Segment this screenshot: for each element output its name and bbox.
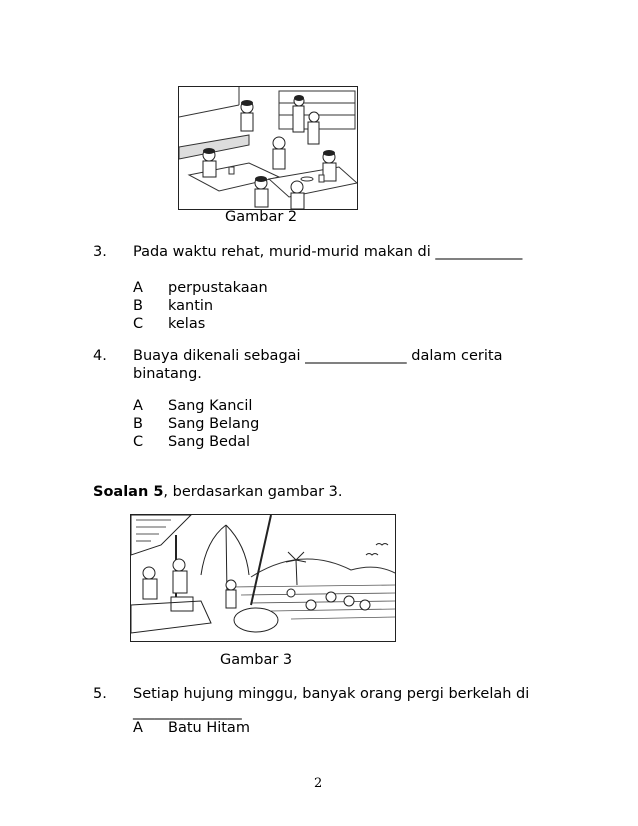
question-4-option-c-text: Sang Bedal xyxy=(168,434,251,450)
question-4-option-a-letter: A xyxy=(133,398,143,414)
question-3-number: 3. xyxy=(93,244,107,260)
question-4-number: 4. xyxy=(93,348,107,364)
section-5-heading-bold: Soalan 5 xyxy=(93,484,164,500)
question-5-number: 5. xyxy=(93,686,107,702)
question-3-option-a-letter: A xyxy=(133,280,143,296)
question-3-option-c-text: kelas xyxy=(168,316,206,332)
gambar-3-illustration xyxy=(130,514,396,642)
question-4-option-a-text: Sang Kancil xyxy=(168,398,253,414)
question-4-option-b-letter: B xyxy=(133,416,143,432)
gambar-2-caption: Gambar 2 xyxy=(225,209,298,225)
question-5-option-a-text: Batu Hitam xyxy=(168,720,250,736)
section-5-heading-rest: , berdasarkan gambar 3. xyxy=(163,484,343,500)
beach-picnic-scene-drawing xyxy=(131,515,395,641)
question-4-text-line2: binatang. xyxy=(133,366,202,382)
question-5-text-line1: Setiap hujung minggu, banyak orang pergi berkelah di xyxy=(133,686,530,702)
question-3-option-b-letter: B xyxy=(133,298,143,314)
question-3-option-a-text: perpustakaan xyxy=(168,280,268,296)
page-number: 2 xyxy=(314,776,323,791)
question-4-option-b-text: Sang Belang xyxy=(168,416,260,432)
question-5-text-line2: _______________ xyxy=(133,704,242,720)
question-3-option-c-letter: C xyxy=(133,316,144,332)
question-5-option-a-letter: A xyxy=(133,720,143,736)
question-4-option-c-letter: C xyxy=(133,434,144,450)
gambar-2-illustration xyxy=(178,86,358,210)
question-3-text: Pada waktu rehat, murid-murid makan di ____________ xyxy=(133,244,523,260)
canteen-scene-drawing xyxy=(179,87,357,209)
question-3-option-b-text: kantin xyxy=(168,298,214,314)
question-4-text-line1: Buaya dikenali sebagai ______________ dalam cerita xyxy=(133,348,503,364)
section-5-heading xyxy=(93,482,342,502)
gambar-3-caption: Gambar 3 xyxy=(220,652,293,668)
